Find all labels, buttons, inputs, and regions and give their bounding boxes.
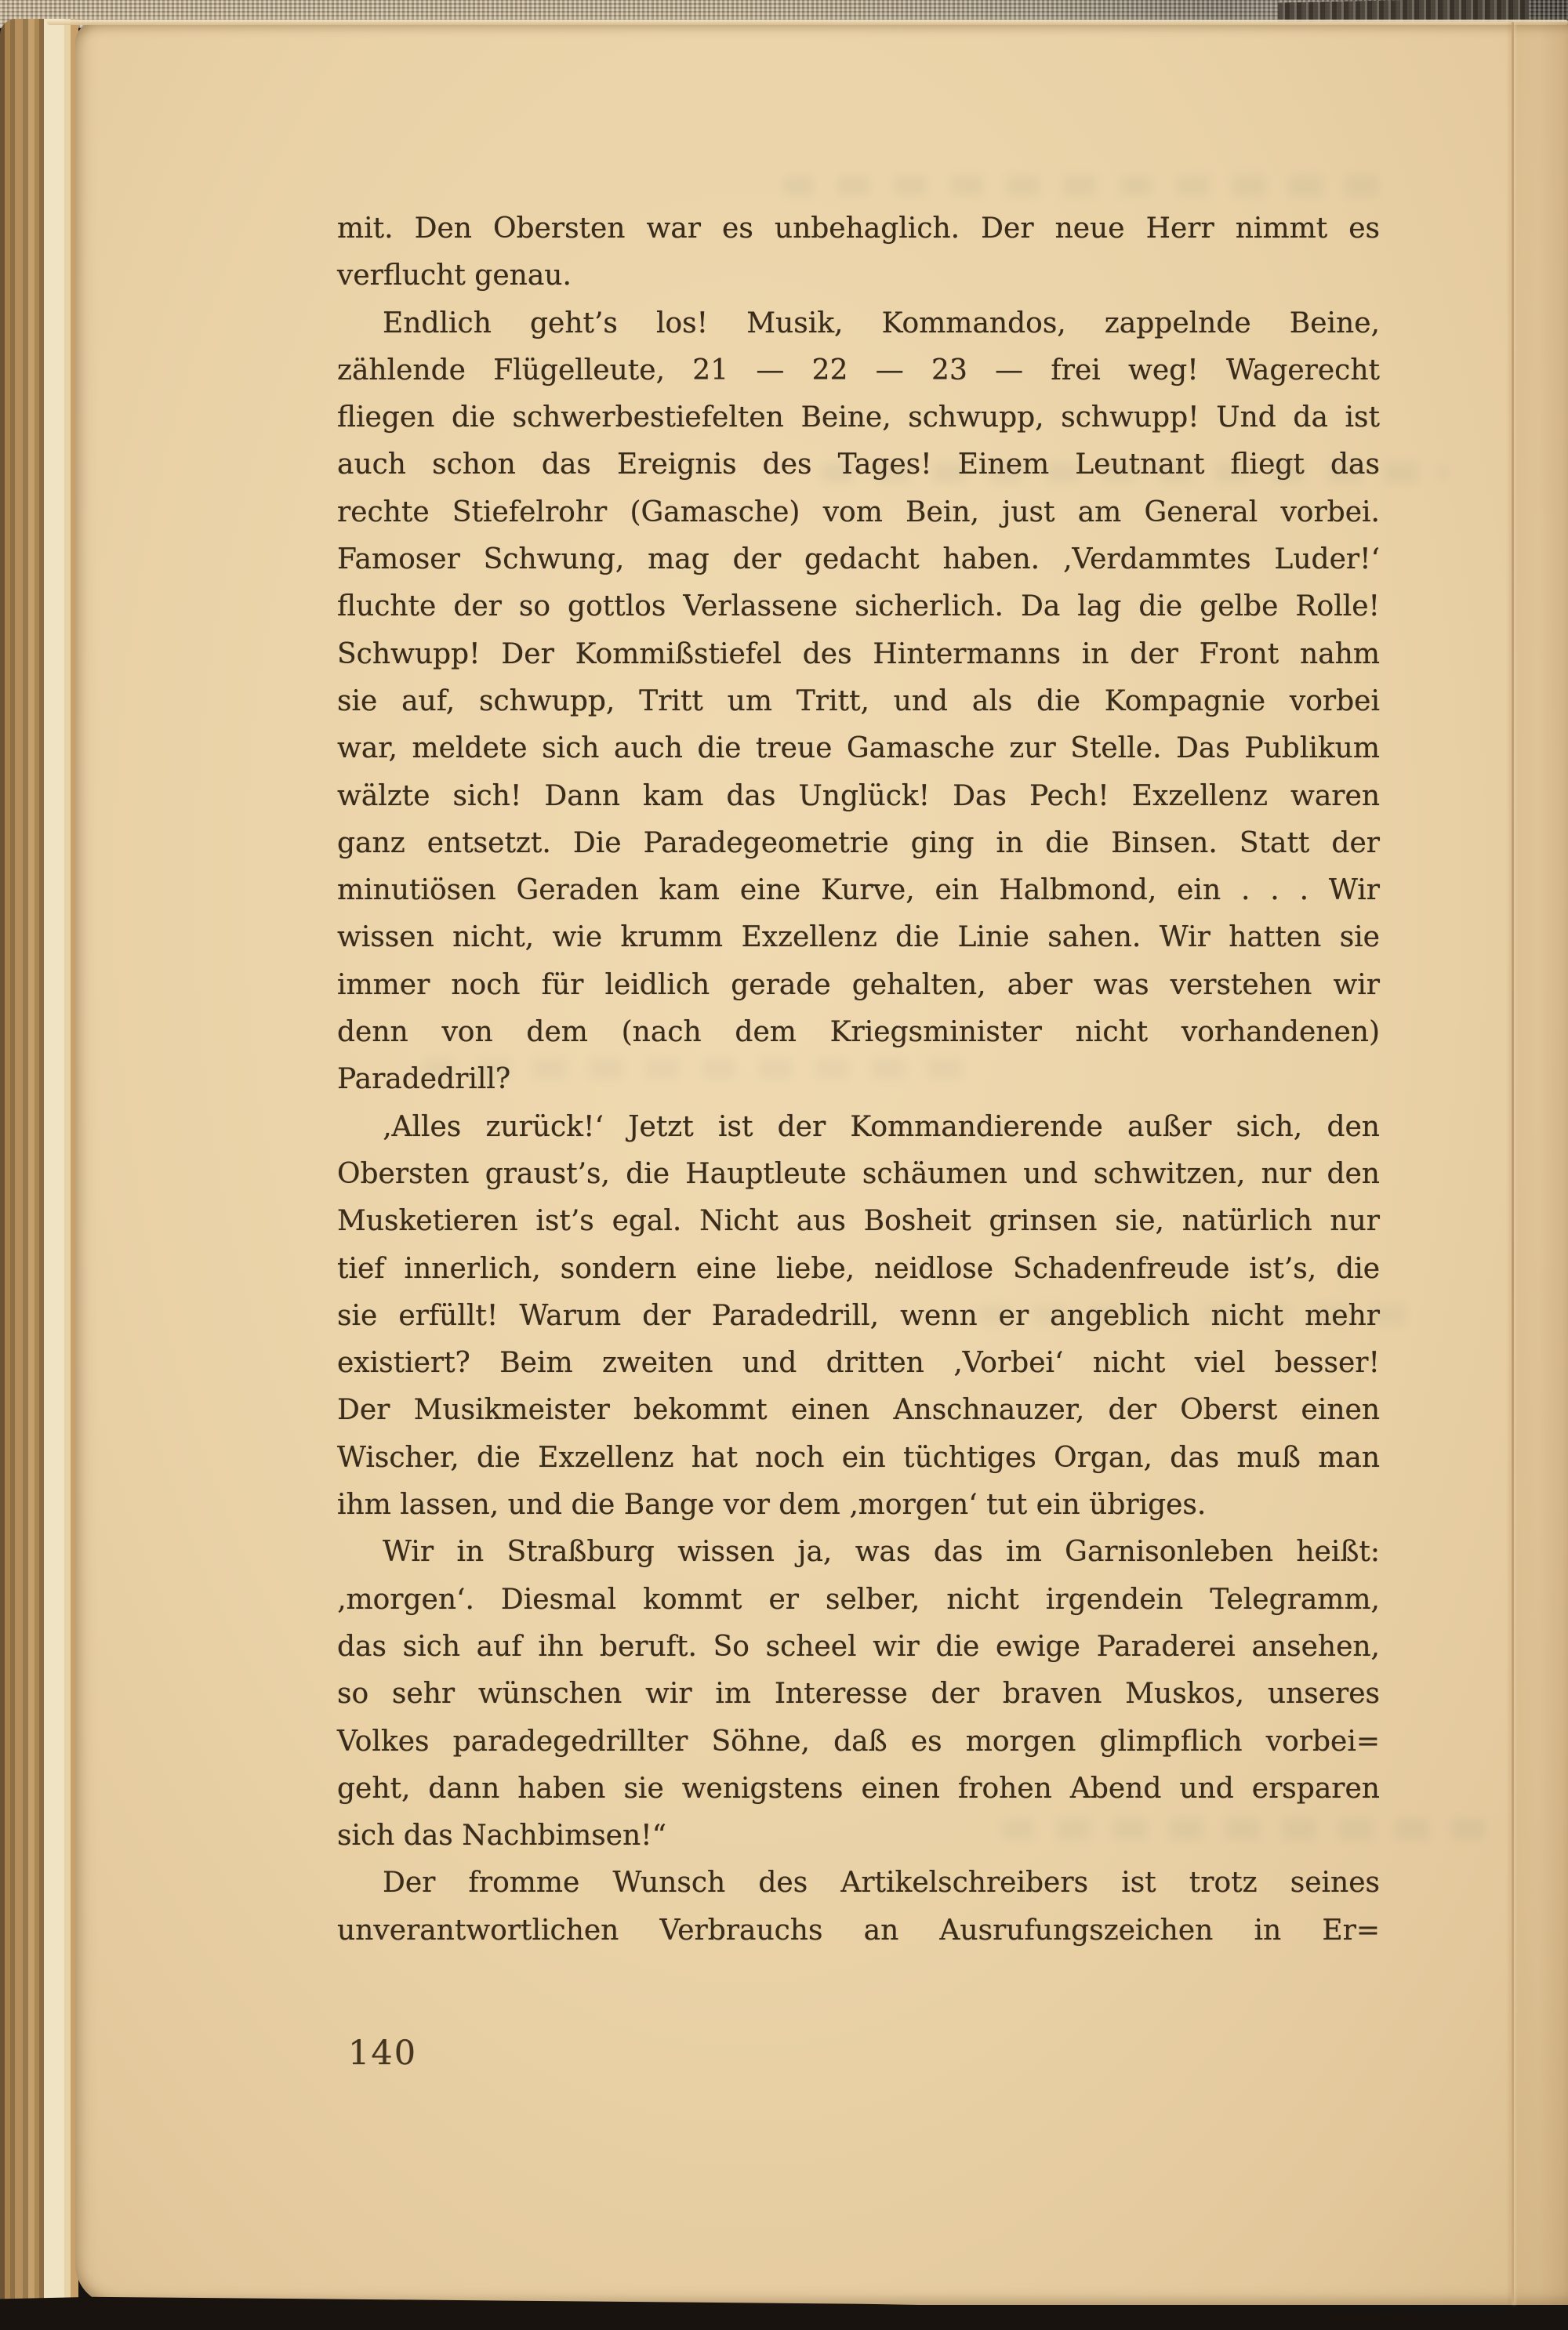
text-line: Wischer, die Exzellenz hat noch ein tüchtiges Organ, das muß man <box>337 1441 1380 1474</box>
text-line: das sich auf ihn beruft. So scheel wir die ewige Paraderei ansehen, <box>337 1630 1380 1663</box>
page-right-shade <box>1514 22 1568 2305</box>
text-line: ‚morgen‘. Diesmal kommt er selber, nicht irgendein Telegramm, <box>337 1583 1380 1616</box>
text-line: ganz entsetzt. Die Paradegeometrie ging in die Binsen. Statt der <box>337 826 1380 859</box>
text-line: minutiösen Geraden kam eine Kurve, ein Halbmond, ein . . . Wir <box>337 874 1380 907</box>
text-line: unverantwortlichen Verbrauchs an Ausrufungszeichen in Er= <box>337 1914 1380 1947</box>
text-line: sich das Nachbimsen!“ <box>337 1820 667 1853</box>
text-line: ihm lassen, und die Bange vor dem ‚morgen‘ tut ein übriges. <box>337 1489 1207 1522</box>
text-line: sie erfüllt! Warum der Paradedrill, wenn er angeblich nicht mehr <box>337 1299 1380 1332</box>
text-line: immer noch für leidlich gerade gehalten, aber was verstehen wir <box>337 968 1380 1001</box>
page-top-edge <box>47 20 1568 25</box>
text-line: tief innerlich, sondern eine liebe, neidlose Schadenfreude ist’s, die <box>337 1252 1380 1285</box>
show-through-smudge <box>781 176 1392 196</box>
text-line: existiert? Beim zweiten und dritten ‚Vorbei‘ nicht viel besser! <box>337 1347 1380 1380</box>
text-line: geht, dann haben sie wenigstens einen frohen Abend und ersparen <box>337 1772 1380 1805</box>
text-line: Famoser Schwung, mag der gedacht haben. ‚Verdammtes Luder!‘ <box>337 543 1380 576</box>
text-line: Der Musikmeister bekommt einen Anschnauzer, der Oberst einen <box>337 1394 1380 1427</box>
text-line: war, meldete sich auch die treue Gamasche zur Stelle. Das Publikum <box>337 732 1380 765</box>
text-line: Paradedrill? <box>337 1063 511 1096</box>
text-line: fluchte der so gottlos Verlassene sicherlich. Da lag die gelbe Rolle! <box>337 590 1380 623</box>
paragraph <box>337 1104 1380 1530</box>
paragraph <box>337 205 1380 300</box>
text-line: denn von dem (nach dem Kriegsminister nicht vorhandenen) <box>337 1016 1380 1049</box>
text-line: Schwupp! Der Kommißstiefel des Hintermanns in der Front nahm <box>337 637 1380 670</box>
text-line: Wir in Straßburg wissen ja, was das im Garnisonleben heißt: <box>383 1536 1380 1569</box>
text-line: Der fromme Wunsch des Artikelschreibers ist trotz seines <box>383 1867 1380 1900</box>
text-line: verflucht genau. <box>337 259 572 292</box>
text-line: zählende Flügelleute, 21 — 22 — 23 — frei weg! Wagerecht <box>337 354 1380 387</box>
text-line: mit. Den Obersten war es unbehaglich. Der neue Herr nimmt es <box>337 212 1380 245</box>
paragraph <box>337 1529 1380 1860</box>
text-line: sie auf, schwupp, Tritt um Tritt, und als die Kompagnie vorbei <box>337 684 1380 717</box>
text-line: wissen nicht, wie krumm Exzellenz die Linie sahen. Wir hatten sie <box>337 921 1380 954</box>
text-line: Obersten graust’s, die Hauptleute schäumen und schwitzen, nur den <box>337 1157 1380 1190</box>
text-line: Musketieren ist’s egal. Nicht aus Bosheit grinsen sie, natürlich nur <box>337 1205 1380 1238</box>
text-line: Endlich geht’s los! Musik, Kommandos, zappelnde Beine, <box>383 307 1380 339</box>
text-line: Volkes paradegedrillter Söhne, daß es morgen glimpflich vorbei= <box>337 1725 1380 1758</box>
text-line: fliegen die schwerbestiefelten Beine, schwupp, schwupp! Und da ist <box>337 401 1380 434</box>
text-line: so sehr wünschen wir im Interesse der braven Muskos, unseres <box>337 1678 1380 1711</box>
page-number: 140 <box>348 2034 418 2073</box>
paragraph <box>337 1860 1380 1954</box>
page-edge-stack <box>0 19 78 2302</box>
text-line: wälzte sich! Dann kam das Unglück! Das Pech! Exzellenz waren <box>337 779 1380 812</box>
text-line: rechte Stiefelrohr (Gamasche) vom Bein, just am General vorbei. <box>337 495 1380 528</box>
page-text <box>337 205 1380 1954</box>
text-line: ‚Alles zurück!‘ Jetzt ist der Kommandierende außer sich, den <box>383 1110 1380 1143</box>
text-line: auch schon das Ereignis des Tages! Einem Leutnant fliegt das <box>337 448 1380 481</box>
paragraph <box>337 300 1380 1104</box>
